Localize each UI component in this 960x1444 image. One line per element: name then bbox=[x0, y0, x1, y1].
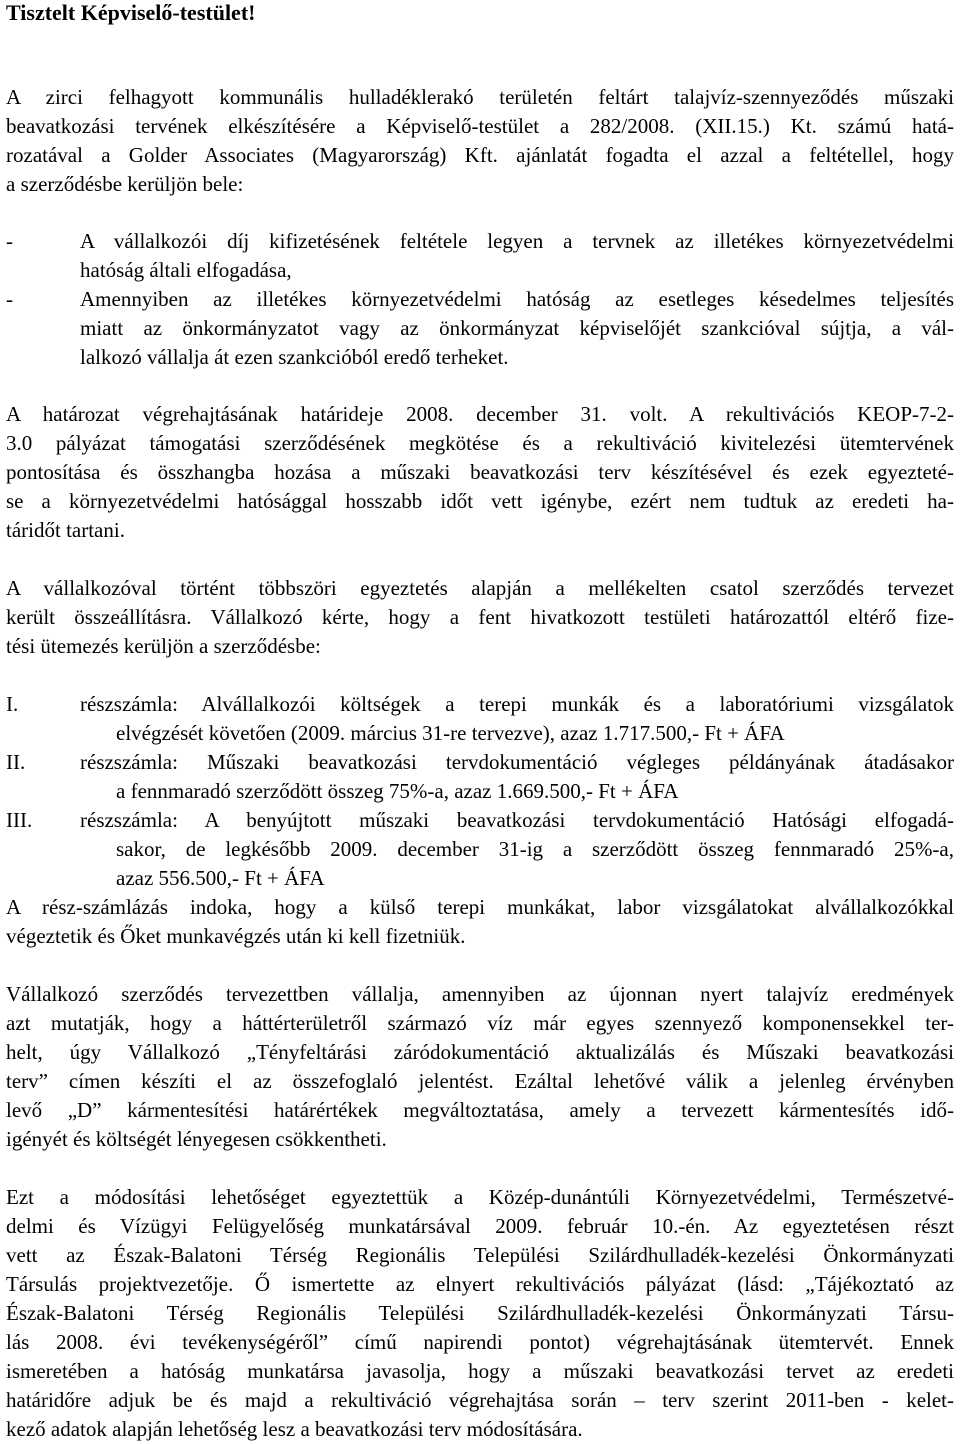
installment-2-line-1: részszámla: Műszaki beavatkozási tervdokumentáció végleges példányának átadásakor bbox=[80, 750, 954, 774]
bullet-marker-2: - bbox=[6, 287, 13, 311]
p6-line-8: határidőre adjuk be és majd a rekultiváció végrehajtása során – terv szerint 2011-ben - kelet- bbox=[6, 1388, 954, 1412]
p6-line-9: kező adatok alapján lehetőség lesz a beavatkozási terv módosítására. bbox=[6, 1417, 583, 1441]
installment-3-line-3: azaz 556.500,- Ft + ÁFA bbox=[116, 866, 325, 890]
p3-line-2: került összeállításra. Vállalkozó kérte, hogy a fent hivatkozott testületi határozattól eltérő fize- bbox=[6, 605, 954, 629]
p1-line-1: A zirci felhagyott kommunális hulladéklerakó területén feltárt talajvíz-szennyeződés műszaki bbox=[6, 85, 954, 109]
bullet-1-line-1: A vállalkozói díj kifizetésének feltétele legyen a tervnek az illetékes környezetvédelmi bbox=[80, 229, 954, 253]
bullet-2-line-3: lalkozó vállalja át ezen szankcióból eredő terheket. bbox=[80, 345, 509, 369]
bullet-marker-1: - bbox=[6, 229, 13, 253]
installment-1-line-2: elvégzését követően (2009. március 31-re tervezve), azaz 1.717.500,- Ft + ÁFA bbox=[116, 721, 785, 745]
bullet-2-line-2: miatt az önkormányzatot vagy az önkormányzat képviselőjét szankcióval sújtja, a vál- bbox=[80, 316, 954, 340]
p5-line-4: terv” címen készíti el az összefoglaló jelentést. Ezáltal lehetővé válik a jelenleg érvényben bbox=[6, 1069, 954, 1093]
p5-line-3: helt, úgy Vállalkozó „Tényfeltárási záródokumentáció aktualizálás és Műszaki beavatkozási bbox=[6, 1040, 954, 1064]
p6-line-7: ismeretében a hatóság munkatársa javasolja, hogy a műszaki beavatkozási tervet az eredeti bbox=[6, 1359, 954, 1383]
installment-3-line-1: részszámla: A benyújtott műszaki beavatkozási tervdokumentáció Hatósági elfogadá- bbox=[80, 808, 954, 832]
p6-line-2: delmi és Vízügyi Felügyelőség munkatársával 2009. február 10.-én. Az egyeztetésen részt bbox=[6, 1214, 954, 1238]
installment-numeral-2: II. bbox=[6, 750, 26, 774]
p1-line-2: beavatkozási tervének elkészítésére a Képviselő-testület a 282/2008. (XII.15.) Kt. számú hatá- bbox=[6, 114, 954, 138]
p2-line-1: A határozat végrehajtásának határideje 2008. december 31. volt. A rekultivációs KEOP-7-2- bbox=[6, 402, 954, 426]
installment-numeral-3: III. bbox=[6, 808, 33, 832]
bullet-1-line-2: hatóság általi elfogadása, bbox=[80, 258, 292, 282]
p4-line-1: A rész-számlázás indoka, hogy a külső terepi munkákat, labor vizsgálatokat alvállalkozókkal bbox=[6, 895, 954, 919]
installment-1-line-1: részszámla: Alvállalkozói költségek a terepi munkák és a laboratóriumi vizsgálatok bbox=[80, 692, 954, 716]
p6-line-5: Észak-Balatoni Térség Regionális Települési Szilárdhulladék-kezelési Önkormányzati Társu- bbox=[6, 1301, 954, 1325]
installment-numeral-1: I. bbox=[6, 692, 19, 716]
p5-line-2: azt mutatják, hogy a háttérterületről származó víz már egyes szennyező komponensekkel ter- bbox=[6, 1011, 954, 1035]
installment-2-line-2: a fennmaradó szerződött összeg 75%-a, azaz 1.669.500,- Ft + ÁFA bbox=[116, 779, 679, 803]
p6-line-1: Ezt a módosítási lehetőséget egyeztettük a Közép-dunántúli Környezetvédelmi, Természetvé- bbox=[6, 1185, 954, 1209]
p4-line-2: végeztetik és Őket munkavégzés után ki kell fizetniük. bbox=[6, 924, 466, 948]
p3-line-1: A vállalkozóval történt többszöri egyeztetés alapján a mellékelten csatol szerződés tervezet bbox=[6, 576, 954, 600]
p6-line-6: lás 2008. évi tevékenységéről” című napirendi pontot) végrehajtásának ütemtervét. Ennek bbox=[6, 1330, 954, 1354]
p1-line-3: rozatával a Golder Associates (Magyarország) Kft. ajánlatát fogadta el azzal a feltétellel, hogy bbox=[6, 143, 954, 167]
p6-line-4: Társulás projektvezetője. Ő ismertette az elnyert rekultivációs pályázat (lásd: „Tájékoztató az bbox=[6, 1272, 954, 1296]
bullet-2-line-1: Amennyiben az illetékes környezetvédelmi hatóság az esetleges késedelmes teljesítés bbox=[80, 287, 954, 311]
p3-line-3: tési ütemezés kerüljön a szerződésbe: bbox=[6, 634, 321, 658]
p2-line-5: táridőt tartani. bbox=[6, 518, 125, 542]
p5-line-1: Vállalkozó szerződés tervezettben vállalja, amennyiben az újonnan nyert talajvíz eredmények bbox=[6, 982, 954, 1006]
installment-3-line-2: sakor, de legkésőbb 2009. december 31-ig a szerződött összeg fennmaradó 25%-a, bbox=[116, 837, 954, 861]
p2-line-2: 3.0 pályázat támogatási szerződésének megkötése és a rekultiváció kivitelezési ütemtervének bbox=[6, 431, 954, 455]
p6-line-3: vett az Észak-Balatoni Térség Regionális Települési Szilárdhulladék-kezelési Önkormányzati bbox=[6, 1243, 954, 1267]
p5-line-5: levő „D” kármentesítési határértékek megváltoztatása, amely a tervezett kármentesítés idő- bbox=[6, 1098, 954, 1122]
p2-line-4: se a környezetvédelmi hatósággal hosszabb időt vett igénybe, ezért nem tudtuk az eredeti ha- bbox=[6, 489, 954, 513]
page-title: Tisztelt Képviselő-testület! bbox=[6, 0, 256, 25]
p5-line-6: igényét és költségét lényegesen csökkentheti. bbox=[6, 1127, 387, 1151]
p1-line-4: a szerződésbe kerüljön bele: bbox=[6, 172, 244, 196]
p2-line-3: pontosítása és összhangba hozása a műszaki beavatkozási terv készítésével és ezek egyezteté- bbox=[6, 460, 954, 484]
